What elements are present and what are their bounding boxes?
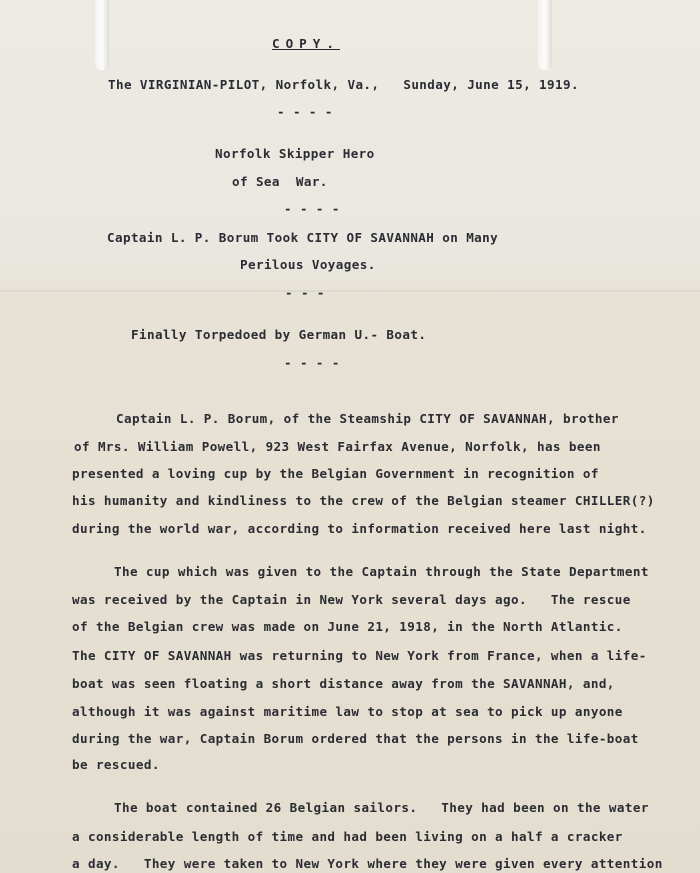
headline-line: Norfolk Skipper Hero — [215, 146, 375, 161]
divider: - - - - — [284, 201, 340, 216]
body-line: was received by the Captain in New York several days ago. The rescue — [72, 592, 631, 607]
body-line: The boat contained 26 Belgian sailors. They had been on the water — [114, 800, 649, 815]
body-line: during the war, Captain Borum ordered that the persons in the life-boat — [72, 731, 639, 746]
divider: - - - - — [277, 104, 333, 119]
body-line: presented a loving cup by the Belgian Government in recognition of — [72, 466, 599, 481]
body-line: be rescued. — [72, 757, 160, 772]
body-line: The CITY OF SAVANNAH was returning to New York from France, when a life- — [72, 648, 647, 663]
headline-line: Captain L. P. Borum Took CITY OF SAVANNAH on Many — [107, 230, 499, 245]
paper-clip-left — [95, 0, 109, 70]
body-line: although it was against maritime law to stop at sea to pick up anyone — [72, 704, 623, 719]
body-line: Captain L. P. Borum, of the Steamship CITY OF SAVANNAH, brother — [116, 411, 619, 426]
paper-clip-right — [538, 0, 552, 70]
body-line: boat was seen floating a short distance away from the SAVANNAH, and, — [72, 676, 615, 691]
body-line: during the world war, according to information received here last night. — [72, 521, 647, 536]
headline-line: Finally Torpedoed by German U.- Boat. — [131, 327, 427, 342]
body-line: of Mrs. William Powell, 923 West Fairfax Avenue, Norfolk, has been — [74, 439, 601, 454]
body-line: a day. They were taken to New York where they were given every attention — [72, 856, 663, 871]
divider: - - - — [285, 285, 325, 300]
body-line: his humanity and kindliness to the crew of the Belgian steamer CHILLER(?) — [72, 493, 655, 508]
copy-mark: COPY. — [272, 36, 340, 51]
headline-line: of Sea War. — [232, 174, 328, 189]
paper-fold — [0, 290, 700, 292]
body-line: a considerable length of time and had been living on a half a cracker — [72, 829, 623, 844]
body-line: The cup which was given to the Captain through the State Department — [114, 564, 649, 579]
divider: - - - - — [284, 355, 340, 370]
dateline: The VIRGINIAN-PILOT, Norfolk, Va., Sunday, June 15, 1919. — [108, 77, 579, 92]
headline-line: Perilous Voyages. — [240, 257, 376, 272]
body-line: of the Belgian crew was made on June 21, 1918, in the North Atlantic. — [72, 619, 623, 634]
